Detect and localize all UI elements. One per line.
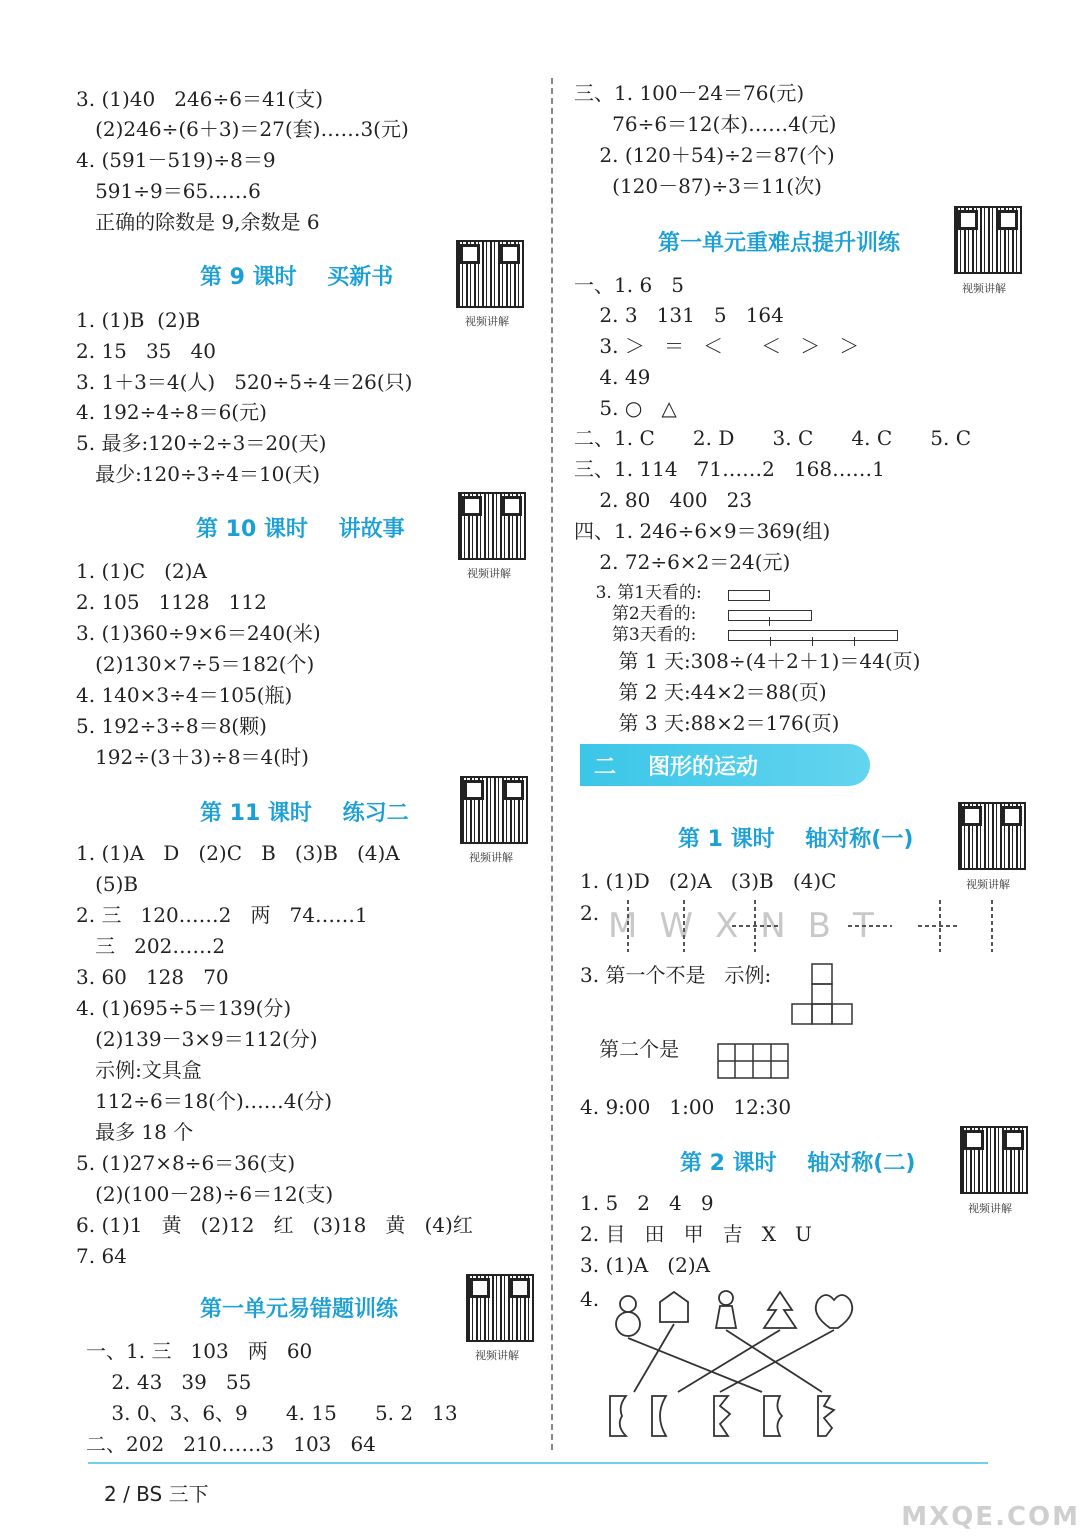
answer-line: 最少:120÷3÷4＝10(天) <box>76 462 321 486</box>
page-footer: 2 / BS 三下 <box>104 1482 209 1506</box>
answer-line: 3. 0、3、6、9 4. 15 5. 2 13 <box>86 1401 458 1425</box>
answer-line: 3. 60 128 70 <box>76 965 229 989</box>
answer-line: 2. 目 田 甲 吉 X U <box>580 1222 812 1246</box>
qr-code-icon[interactable] <box>456 240 524 308</box>
answer-line: 第二个是 <box>580 1037 680 1061</box>
example-figure-1 <box>790 962 860 1028</box>
answer-line: (5)B <box>76 872 139 896</box>
qr-code-icon[interactable] <box>958 802 1026 870</box>
answer-line: 1. (1)B (2)B <box>76 308 201 332</box>
answer-line: 三、1. 114 71……2 168……1 <box>574 457 885 481</box>
answer-line: 4. <box>580 1287 600 1311</box>
answer-line: 二、202 210……3 103 64 <box>86 1432 376 1456</box>
section-heading: 第 11 课时 练习二 <box>200 801 409 826</box>
qr-code-icon[interactable] <box>954 206 1022 274</box>
answer-line: 最多 18 个 <box>76 1120 194 1144</box>
answer-line: 2. (120＋54)÷2＝87(个) <box>574 143 835 167</box>
answer-line: 3. (1)40 246÷6＝41(支) <box>76 87 324 111</box>
bar-day1 <box>728 590 770 601</box>
answer-line: (2)139－3×9＝112(分) <box>76 1027 318 1051</box>
watermark: MXQE.COM <box>901 1502 1080 1532</box>
section-heading: 第 2 课时 轴对称(二) <box>680 1151 916 1176</box>
answer-line: 3. (1)360÷9×6＝240(米) <box>76 621 321 645</box>
answer-line: 4. (1)695÷5＝139(分) <box>76 996 292 1020</box>
answer-line: 示例:文具盒 <box>76 1058 202 1082</box>
answer-line: 76÷6＝12(本)……4(元) <box>574 112 837 136</box>
answer-line: 4. 9:00 1:00 12:30 <box>580 1095 792 1119</box>
answer-line: 2. <box>580 901 600 925</box>
answer-line: 正确的除数是 9,余数是 6 <box>76 210 320 234</box>
answer-line: 一、1. 三 103 两 60 <box>86 1339 313 1363</box>
answer-line: 1. (1)D (2)A (3)B (4)C <box>580 869 837 893</box>
answer-line: 4. (591－519)÷8＝9 <box>76 148 276 172</box>
answer-line: 3. (1)A (2)A <box>580 1253 711 1277</box>
answer-line: 5. 192÷3÷8＝8(颗) <box>76 714 267 738</box>
answer-line: 591÷9＝65……6 <box>76 179 261 203</box>
answer-line: 第2天看的: <box>574 604 697 624</box>
answer-line: 四、1. 246÷6×9＝369(组) <box>574 519 831 543</box>
answer-line: 5. 最多:120÷2÷3＝20(天) <box>76 431 327 455</box>
answer-line: 4. 140×3÷4＝105(瓶) <box>76 683 293 707</box>
answer-line: 2. 15 35 40 <box>76 339 216 363</box>
answer-line: 2. 43 39 55 <box>86 1370 252 1394</box>
answer-line: 第3天看的: <box>574 625 697 645</box>
qr-label: 视频讲解 <box>966 878 1010 891</box>
matching-diagram <box>604 1288 864 1448</box>
symmetry-figures: MWXNBT <box>608 906 896 946</box>
section-heading: 第 1 课时 轴对称(一) <box>678 827 914 852</box>
section-heading: 第 9 课时 买新书 <box>200 265 394 290</box>
qr-label: 视频讲解 <box>469 851 513 864</box>
section-heading: 第一单元重难点提升训练 <box>658 231 901 256</box>
answer-line: 三、1. 100－24＝76(元) <box>574 81 805 105</box>
symmetry-axes <box>600 898 1020 954</box>
answer-line: 7. 64 <box>76 1244 127 1268</box>
answer-line: 二、1. C 2. D 3. C 4. C 5. C <box>574 426 972 450</box>
column-divider <box>551 78 553 1450</box>
answer-line: 192÷(3＋3)÷8＝4(时) <box>76 745 309 769</box>
answer-line: 3. 1＋3＝4(人) 520÷5÷4＝26(只) <box>76 370 413 394</box>
answer-line: (120－87)÷3＝11(次) <box>574 174 822 198</box>
answer-line: 1. 5 2 4 9 <box>580 1191 714 1215</box>
banner-number: 二 <box>594 755 617 780</box>
qr-code-icon[interactable] <box>460 776 528 844</box>
answer-line: 3. ＞ ＝ ＜ ＜ ＞ ＞ <box>574 334 860 358</box>
banner-title: 图形的运动 <box>648 755 759 780</box>
answer-line: (2)246÷(6＋3)＝27(套)……3(元) <box>76 117 409 141</box>
answer-line: (2)(100－28)÷6＝12(支) <box>76 1182 334 1206</box>
example-figure-2 <box>716 1042 792 1082</box>
unit-banner <box>580 744 870 786</box>
qr-label: 视频讲解 <box>467 567 511 580</box>
qr-code-icon[interactable] <box>960 1126 1028 1194</box>
answer-line: 三 202……2 <box>76 934 226 958</box>
answer-line: 5. (1)27×8÷6＝36(支) <box>76 1151 296 1175</box>
qr-code-icon[interactable] <box>458 492 526 560</box>
answer-line: 2. 三 120……2 两 74……1 <box>76 903 368 927</box>
qr-label: 视频讲解 <box>465 315 509 328</box>
answer-line: 1. (1)C (2)A <box>76 559 207 583</box>
footer-rule <box>88 1462 988 1464</box>
answer-line: 2. 3 131 5 164 <box>574 303 784 327</box>
answer-line: 3. 第一个不是 示例: <box>580 963 772 987</box>
answer-line: 112÷6＝18(个)……4(分) <box>76 1089 333 1113</box>
qr-code-icon[interactable] <box>466 1274 534 1342</box>
answer-line: 第 1 天:308÷(4＋2＋1)＝44(页) <box>574 649 921 673</box>
section-heading: 第一单元易错题训练 <box>200 1297 399 1322</box>
qr-label: 视频讲解 <box>475 1349 519 1362</box>
answer-line: 4. 192÷4÷8＝6(元) <box>76 400 267 424</box>
answer-line: 第 3 天:88×2＝176(页) <box>574 711 840 735</box>
answer-line: 2. 105 1128 112 <box>76 590 267 614</box>
qr-label: 视频讲解 <box>968 1202 1012 1215</box>
answer-line: 2. 80 400 23 <box>574 488 753 512</box>
answer-line: 6. (1)1 黄 (2)12 红 (3)18 黄 (4)红 <box>76 1213 473 1237</box>
bar-day2 <box>728 610 812 621</box>
answer-line: 一、1. 6 5 <box>574 273 684 297</box>
answer-line: 2. 72÷6×2＝24(元) <box>574 550 791 574</box>
answer-line: 第 2 天:44×2＝88(页) <box>574 680 827 704</box>
qr-label: 视频讲解 <box>962 282 1006 295</box>
answer-line: 4. 49 <box>574 365 651 389</box>
answer-line: (2)130×7÷5＝182(个) <box>76 652 315 676</box>
answer-line: 5. ○ △ <box>574 396 677 420</box>
section-heading: 第 10 课时 讲故事 <box>196 517 405 542</box>
answer-line: 3. 第1天看的: <box>574 583 702 603</box>
answer-line: 1. (1)A D (2)C B (3)B (4)A <box>76 841 400 865</box>
bar-day3 <box>728 630 898 641</box>
